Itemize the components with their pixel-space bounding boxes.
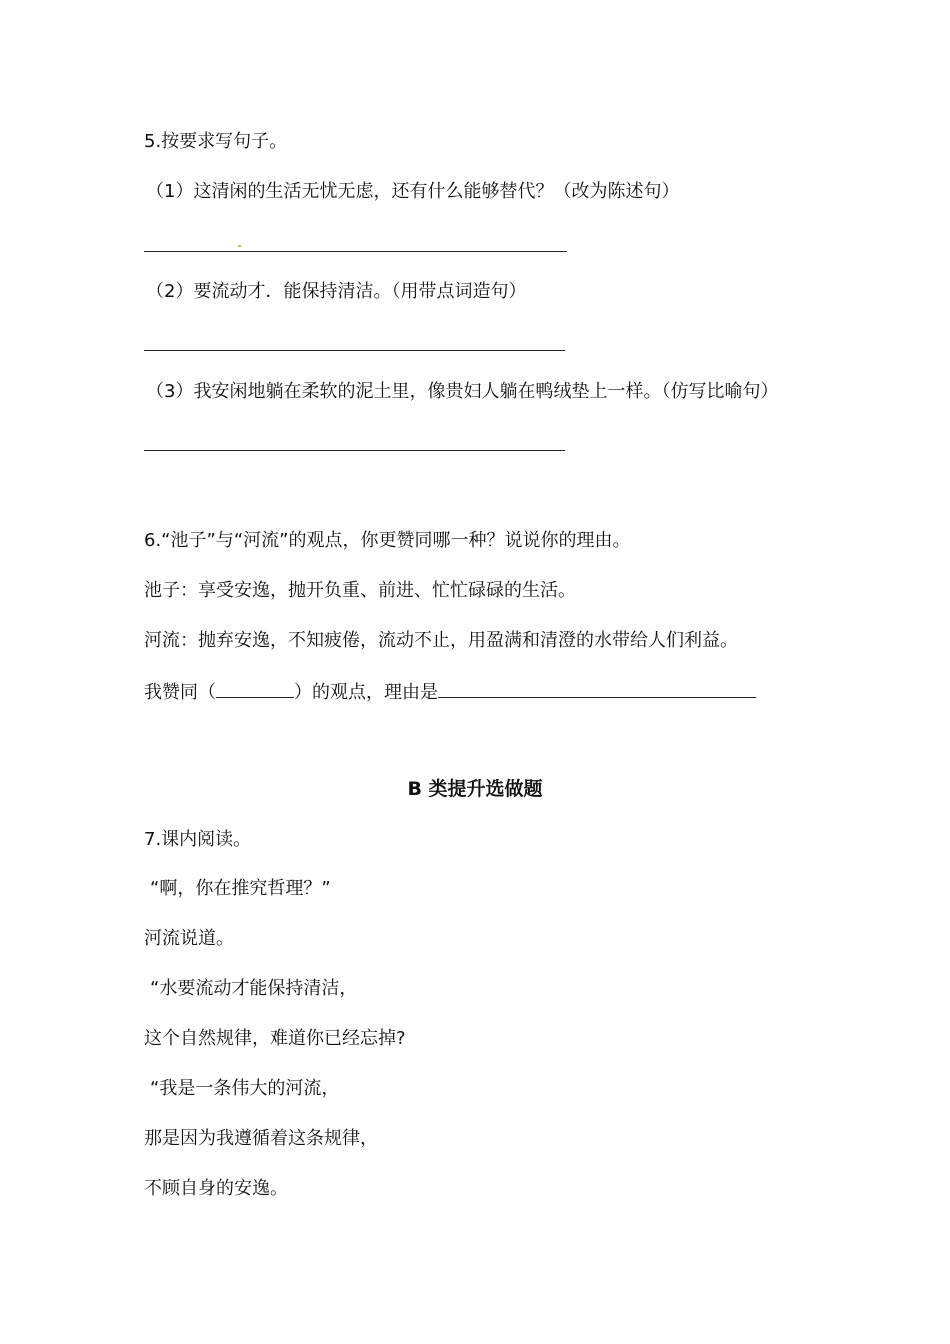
passage-line: “水要流动才能保持清洁， xyxy=(150,978,358,999)
q7-title: 7.课内阅读。 xyxy=(144,829,252,850)
q6-title: 6.“池子”与“河流”的观点，你更赞同哪一种？说说你的理由。 xyxy=(144,530,631,551)
q5-item-1: （1）这清闲的生活无忧无虑，还有什么能够替代？（改为陈述句） xyxy=(146,181,680,202)
ink-mark xyxy=(238,245,241,247)
q6-pond-view: 池子：享受安逸，抛开负重、前进、忙忙碌碌的生活。 xyxy=(144,580,576,601)
q6-river-view: 河流：抛弃安逸，不知疲倦，流动不止，用盈满和清澄的水带给人们利益。 xyxy=(144,630,738,651)
passage-line: “我是一条伟大的河流， xyxy=(150,1078,340,1099)
q5-item-2: （2）要流动才．能保持清洁。（用带点词造句） xyxy=(146,281,527,302)
passage-line: 河流说道。 xyxy=(144,928,234,949)
q6-answer-middle: ）的观点，理由是 xyxy=(294,682,438,703)
section-b-heading: B 类提升选做题 xyxy=(407,778,543,800)
passage-line: 不顾自身的安逸。 xyxy=(144,1178,288,1199)
passage-line: 那是因为我遵循着这条规律， xyxy=(144,1128,378,1149)
q6-answer-prefix: 我赞同（ xyxy=(144,682,216,703)
q6-answer-row xyxy=(144,679,756,705)
answer-line-1[interactable] xyxy=(144,251,567,252)
choice-blank[interactable] xyxy=(216,679,294,698)
answer-line-2[interactable] xyxy=(144,350,565,351)
reason-blank[interactable] xyxy=(438,679,756,698)
passage-line: “啊，你在推究哲理？” xyxy=(150,878,331,899)
passage-line: 这个自然规律，难道你已经忘掉? xyxy=(144,1028,406,1049)
answer-line-3[interactable] xyxy=(144,450,565,451)
q5-item-3: （3）我安闲地躺在柔软的泥土里，像贵妇人躺在鸭绒垫上一样。（仿写比喻句） xyxy=(146,381,779,402)
q5-title: 5.按要求写句子。 xyxy=(144,131,288,152)
